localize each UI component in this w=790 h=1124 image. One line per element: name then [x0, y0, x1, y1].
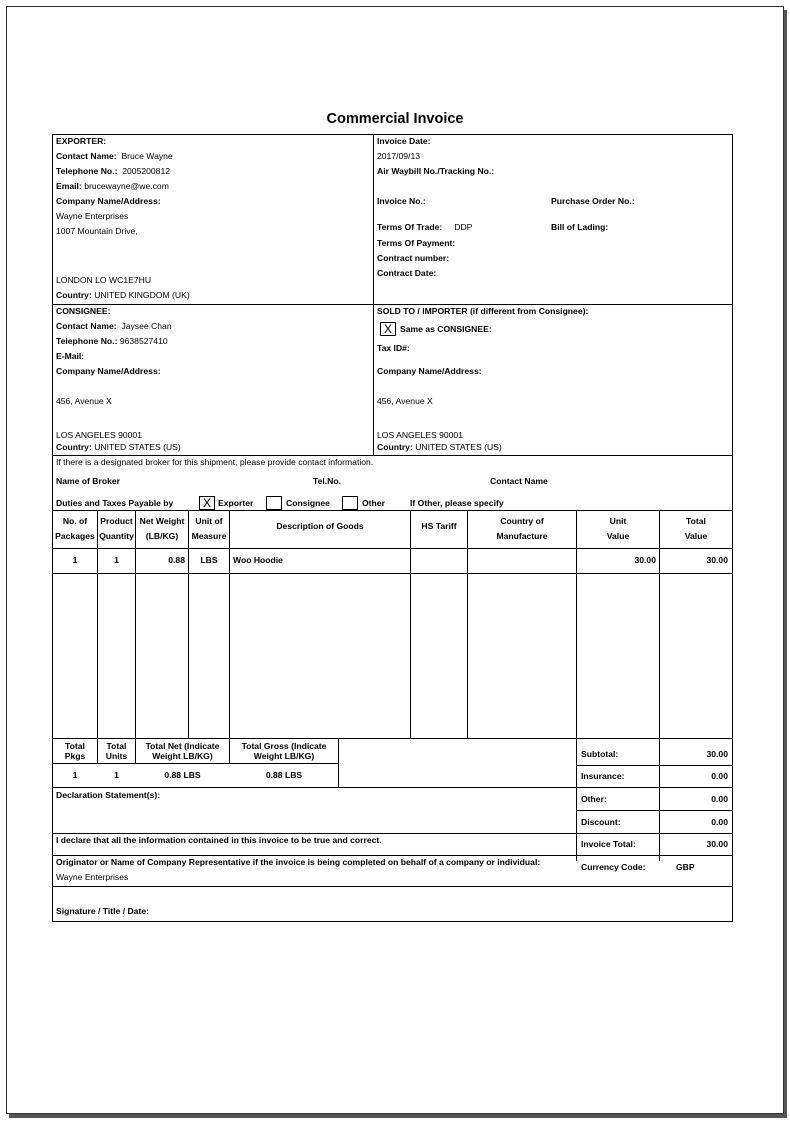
bill-of-lading-label: Bill of Lading:	[551, 222, 609, 232]
terms-payment-label: Terms Of Payment:	[377, 238, 456, 248]
originator-label: Originator or Name of Company Representative if the invoice is being completed on behalf of a company or individual:	[56, 857, 541, 867]
duties-other-checkbox[interactable]	[342, 496, 358, 510]
currency-value: GBP	[676, 862, 695, 872]
header-country: Country of Manufacture	[496, 516, 548, 541]
other-label: Other:	[581, 794, 607, 804]
sold-to-country-label: Country:	[377, 442, 413, 452]
subtotal-value: 30.00	[706, 749, 728, 759]
total-gross-label: Total Gross (Indicate Weight LB/KG)	[241, 741, 327, 761]
broker-note: If there is a designated broker for this shipment, please provide contact information.	[56, 457, 374, 467]
invoice-no-label: Invoice No.:	[377, 196, 426, 206]
header-net-weight: Net Weight (LB/KG)	[139, 516, 185, 541]
other-value: 0.00	[711, 794, 728, 804]
consignee-address: 456, Avenue X	[56, 396, 112, 406]
header-total-value: Total Value	[684, 516, 708, 541]
duties-label: Duties and Taxes Payable by	[56, 498, 174, 508]
broker-contact-label: Contact Name	[490, 476, 548, 486]
insurance-value: 0.00	[711, 771, 728, 781]
sold-to-city: LOS ANGELES 90001	[377, 430, 463, 440]
exporter-company: Wayne Enterprises	[56, 211, 129, 221]
if-other-label: If Other, please specify	[410, 498, 504, 508]
header-quantity: Product Quantity	[99, 516, 134, 541]
row-description: Woo Hoodie	[233, 555, 283, 565]
total-net-label: Total Net (Indicate Weight LB/KG)	[145, 741, 220, 761]
duties-other-label: Other	[362, 498, 385, 508]
total-units: 1	[114, 770, 119, 780]
terms-trade: DDP	[454, 222, 473, 232]
consignee-phone-label: Telephone No.:	[56, 336, 118, 346]
row-unit-value: 30.00	[634, 555, 656, 565]
consignee-email-label: E-Mail:	[56, 351, 85, 361]
exporter-city: LONDON LO WC1E7HU	[56, 275, 152, 285]
exporter-email: brucewayne@we.com	[84, 181, 169, 191]
signature-label: Signature / Title / Date:	[56, 906, 149, 916]
contract-number-label: Contract number:	[377, 253, 450, 263]
discount-value: 0.00	[711, 817, 728, 827]
declare-text: I declare that all the information contained in this invoice to be true and correct.	[56, 835, 382, 845]
consignee-contact: Jaysee Chan	[121, 321, 172, 331]
subtotal-label: Subtotal:	[581, 749, 619, 759]
consignee-country-label: Country:	[56, 442, 92, 452]
broker-tel-label: Tel.No.	[313, 476, 342, 486]
duties-consignee-label: Consignee	[286, 498, 330, 508]
insurance-label: Insurance:	[581, 771, 625, 781]
broker-name-label: Name of Broker	[56, 476, 120, 486]
total-units-label: Total Units	[105, 741, 128, 761]
discount-label: Discount:	[581, 817, 621, 827]
total-pkgs-label: Total Pkgs	[64, 741, 86, 761]
duties-consignee-checkbox[interactable]	[266, 496, 282, 510]
total-net: 0.88 LBS	[164, 770, 201, 780]
exporter-country: UNITED KINGDOM (UK)	[94, 290, 190, 300]
header-description: Description of Goods	[276, 521, 364, 531]
same-as-consignee-checkbox[interactable]: X	[380, 322, 396, 336]
waybill-label: Air Waybill No./Tracking No.:	[377, 166, 495, 176]
duties-exporter-label: Exporter	[218, 498, 254, 508]
row-unit: LBS	[200, 555, 218, 565]
total-gross: 0.88 LBS	[265, 770, 303, 780]
invoice-date: 2017/09/13	[377, 151, 421, 161]
row-net-weight: 0.88	[168, 555, 185, 565]
row-quantity: 1	[114, 555, 119, 565]
exporter-address: 1007 Mountain Drive,	[56, 226, 138, 236]
exporter-company-label: Company Name/Address:	[56, 196, 161, 206]
exporter-heading: EXPORTER:	[56, 136, 107, 146]
contract-date-label: Contract Date:	[377, 268, 437, 278]
exporter-email-label: Email:	[56, 181, 82, 191]
consignee-city: LOS ANGELES 90001	[56, 430, 142, 440]
exporter-contact: Bruce Wayne	[121, 151, 173, 161]
originator-name: Wayne Enterprises	[56, 872, 129, 882]
invoice-total-value: 30.00	[706, 839, 728, 849]
sold-to-company-label: Company Name/Address:	[377, 366, 482, 376]
row-total-value: 30.00	[706, 555, 728, 565]
consignee-company-label: Company Name/Address:	[56, 366, 161, 376]
exporter-phone-label: Telephone No.:	[56, 166, 118, 176]
header-packages: No. of Packages	[55, 516, 95, 541]
invoice-total-label: Invoice Total:	[581, 839, 636, 849]
consignee-phone: 9638527410	[119, 336, 168, 346]
sold-to-heading: SOLD TO / IMPORTER (if different from Consignee):	[377, 306, 589, 316]
header-unit-value: Unit Value	[606, 516, 630, 541]
sold-to-country: UNITED STATES (US)	[415, 442, 502, 452]
header-unit-measure: Unit of Measure	[191, 516, 227, 541]
exporter-country-label: Country:	[56, 290, 92, 300]
page-title: Commercial Invoice	[326, 111, 464, 127]
duties-exporter-checkbox[interactable]: X	[199, 496, 215, 510]
po-label: Purchase Order No.:	[551, 196, 635, 206]
invoice-date-label: Invoice Date:	[377, 136, 431, 146]
tax-id-label: Tax ID#:	[377, 343, 410, 353]
currency-label: Currency Code:	[581, 862, 646, 872]
consignee-country: UNITED STATES (US)	[94, 442, 181, 452]
sold-to-address: 456, Avenue X	[377, 396, 433, 406]
exporter-phone: 2005200812	[122, 166, 171, 176]
invoice-page	[6, 6, 784, 1114]
consignee-contact-label: Contact Name:	[56, 321, 117, 331]
exporter-contact-label: Contact Name:	[56, 151, 117, 161]
same-as-consignee-label: Same as CONSIGNEE:	[400, 324, 492, 334]
declaration-label: Declaration Statement(s):	[56, 790, 161, 800]
row-packages: 1	[72, 555, 78, 565]
total-pkgs: 1	[72, 770, 78, 780]
header-hs-tariff: HS Tariff	[421, 521, 457, 531]
terms-trade-label: Terms Of Trade:	[377, 222, 443, 232]
consignee-heading: CONSIGNEE:	[56, 306, 111, 316]
